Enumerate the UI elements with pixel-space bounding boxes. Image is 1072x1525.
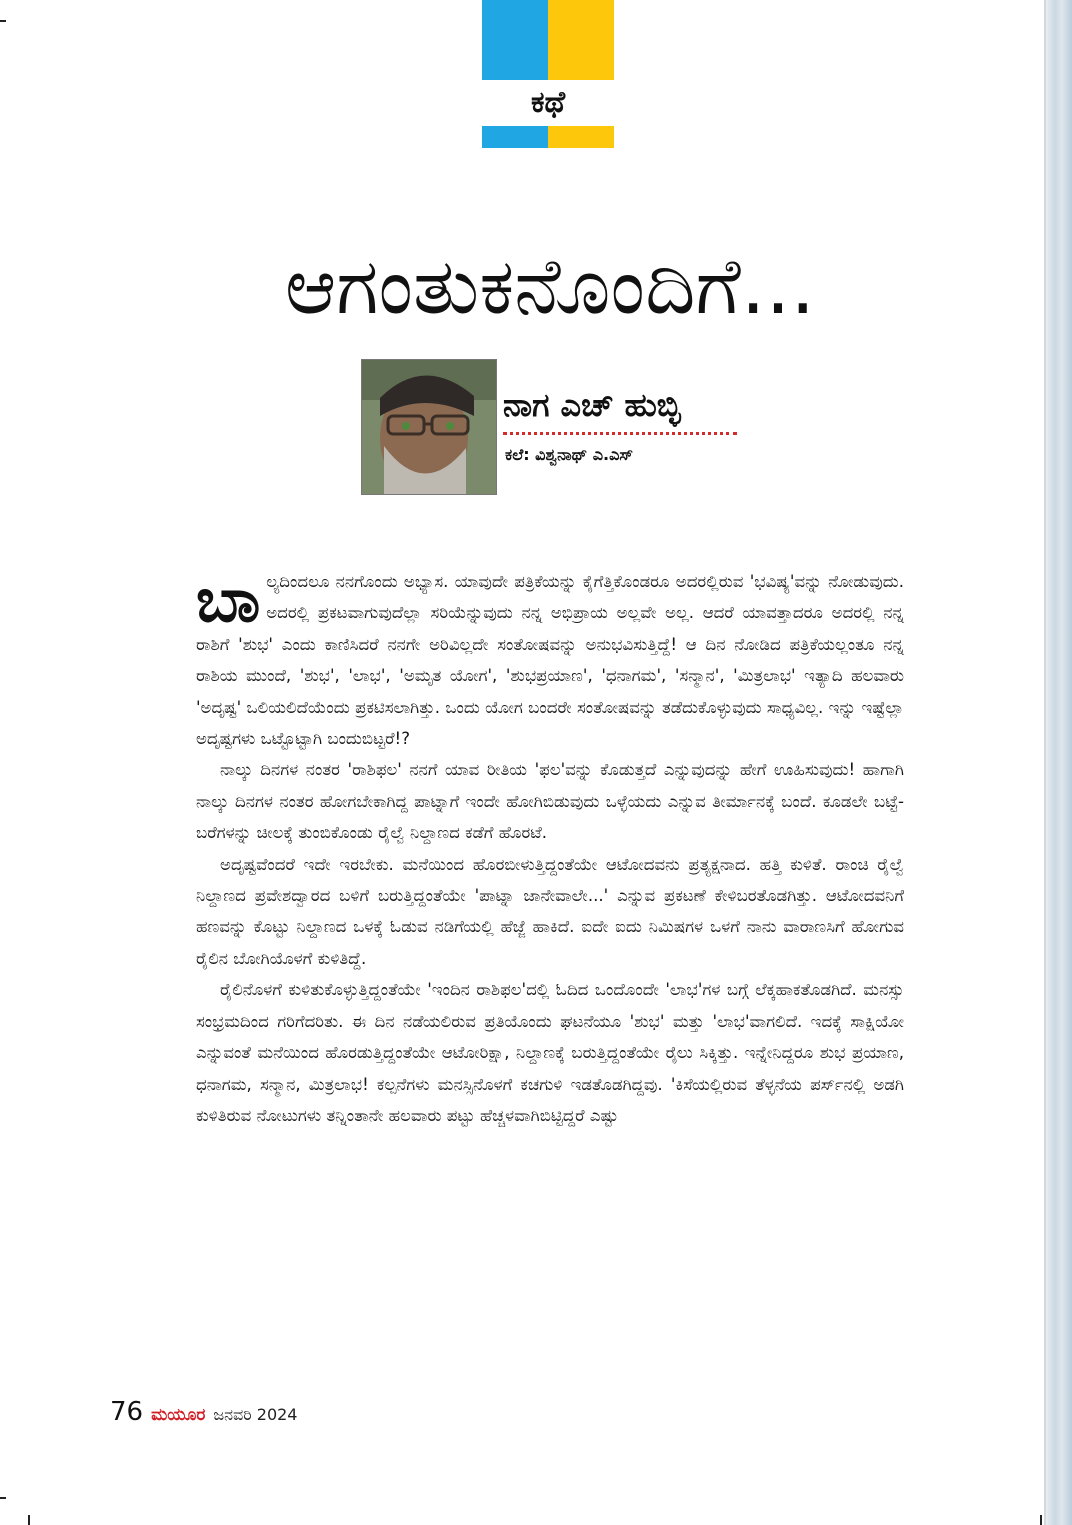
illustrator-credit: ಕಲೆ: ವಿಶ್ವನಾಥ್ ಎ.ಎಸ್‌ [505,445,634,464]
article-paragraph [196,563,904,754]
page-footer [110,1394,298,1430]
adjacent-page-edge [1046,0,1072,1525]
article-title: ಆಗಂತುಕನೊಂದಿಗೆ... [284,242,816,332]
section-color-block-blue [482,0,548,80]
drop-cap: ಬಾ [196,563,261,636]
author-underline [503,432,737,435]
crop-mark [0,20,6,22]
section-label: ಕಥೆ [530,85,566,120]
article-body [196,563,904,1131]
section-color-bar-yellow [548,126,614,148]
section-color-bar-blue [482,126,548,148]
author-photo [362,360,496,494]
issue-date: ಜನವರಿ 2024 [213,1405,298,1424]
magazine-logo: ಮಯೂರ [151,1405,206,1425]
crop-mark [28,1515,30,1525]
crop-mark [1040,1515,1042,1525]
paragraph-text: ಲ್ಯದಿಂದಲೂ ನನಗೊಂದು ಅಭ್ಯಾಸ. ಯಾವುದೇ ಪತ್ರಿಕೆಯನ್ನು ಕೈಗೆತ್ತಿಕೊಂಡರೂ ಅದರಲ್ಲಿರುವ 'ಭವಿಷ್ಯ'ವನ್ನು ನೋಡುವುದು. ಅದರಲ್ಲಿ ಪ್ರಕಟವಾಗುವುದೆಲ್ಲಾ ಸರಿಯೆನ್ನುವುದು ನನ್ನ ಅಭಿಪ್ರಾಯ ಅಲ್ಲವೇ ಅಲ್ಲ. ಆದರೆ ಯಾವತ್ತಾದರೂ ಅದರಲ್ಲಿ ನನ್ನ ರಾಶಿಗೆ 'ಶುಭ' ಎಂದು ಕಾಣಿಸಿದರೆ ನನಗೇ ಅರಿವಿಲ್ಲದೇ ಸಂತೋಷವನ್ನು ಅನುಭವಿಸುತ್ತಿದ್ದೆ! ಆ ದಿನ ನೋಡಿದ ಪತ್ರಿಕೆಯಲ್ಲಂತೂ ನನ್ನ ರಾಶಿಯ ಮುಂದೆ, 'ಶುಭ', 'ಲಾಭ', 'ಅಮೃತ ಯೋಗ', 'ಶುಭಪ್ರಯಾಣ', 'ಧನಾಗಮ', 'ಸನ್ಮಾನ', 'ಮಿತ್ರಲಾಭ' ಇತ್ಯಾದಿ ಹಲವಾರು 'ಅದೃಷ್ಟ' ಒಲಿಯಲಿದೆಯೆಂದು ಪ್ರಕಟಿಸಲಾಗಿತ್ತು. ಒಂದು ಯೋಗ ಬಂದರೇ ಸಂತೋಷವನ್ನು ತಡೆದುಕೊಳ್ಳುವುದು ಸಾಧ್ಯವಿಲ್ಲ. ಇನ್ನು ಇಷ್ಟೆಲ್ಲಾ ಅದೃಷ್ಟಗಳು ಒಟ್ಟೊಟ್ಟಾಗಿ ಬಂದುಬಿಟ್ಟರೆ!? [196,572,904,749]
crop-mark [0,1497,6,1499]
page-number: 76 [110,1397,144,1427]
section-color-block-yellow [548,0,614,80]
article-paragraph: ರೈಲಿನೊಳಗೆ ಕುಳಿತುಕೊಳ್ಳುತ್ತಿದ್ದಂತೆಯೇ 'ಇಂದಿನ ರಾಶಿಫಲ'ದಲ್ಲಿ ಓದಿದ ಒಂದೊಂದೇ 'ಲಾಭ'ಗಳ ಬಗ್ಗೆ ಲೆಕ್ಕಹಾಕತೊಡಗಿದೆ. ಮನಸ್ಸು ಸಂಭ್ರಮದಿಂದ ಗರಿಗೆದರಿತು. ಈ ದಿನ ನಡೆಯಲಿರುವ ಪ್ರತಿಯೊಂದು ಘಟನೆಯೂ 'ಶುಭ' ಮತ್ತು 'ಲಾಭ'ವಾಗಲಿದೆ. ಇದಕ್ಕೆ ಸಾಕ್ಷಿಯೋ ಎನ್ನುವಂತೆ ಮನೆಯಿಂದ ಹೊರಡುತ್ತಿದ್ದಂತೆಯೇ ಆಟೋರಿಕ್ಷಾ, ನಿಲ್ದಾಣಕ್ಕೆ ಬರುತ್ತಿದ್ದಂತೆಯೇ ರೈಲು ಸಿಕ್ಕಿತ್ತು. ಇನ್ನೇನಿದ್ದರೂ ಶುಭ ಪ್ರಯಾಣ, ಧನಾಗಮ, ಸನ್ಮಾನ, ಮಿತ್ರಲಾಭ! ಕಲ್ಪನೆಗಳು ಮನಸ್ಸಿನೊಳಗೆ ಕಚಗುಳಿ ಇಡತೊಡಗಿದ್ದವು. 'ಕಿಸೆಯಲ್ಲಿರುವ ತೆಳ್ಳನೆಯ ಪರ್ಸ್‌ನಲ್ಲಿ ಅಡಗಿ ಕುಳಿತಿರುವ ನೋಟುಗಳು ತನ್ನಿಂತಾನೇ ಹಲವಾರು ಪಟ್ಟು ಹೆಚ್ಚಳವಾಗಿಬಿಟ್ಟಿದ್ದರೆ ಎಷ್ಟು [196,980,904,1125]
article-paragraph: ಅದೃಷ್ಟವೆಂದರೆ ಇದೇ ಇರಬೇಕು. ಮನೆಯಿಂದ ಹೊರಬೀಳುತ್ತಿದ್ದಂತೆಯೇ ಆಟೋದವನು ಪ್ರತ್ಯಕ್ಷನಾದ. ಹತ್ತಿ ಕುಳಿತೆ. ರಾಂಚಿ ರೈಲ್ವೆ ನಿಲ್ದಾಣದ ಪ್ರವೇಶದ್ವಾರದ ಬಳಿಗೆ ಬರುತ್ತಿದ್ದಂತೆಯೇ 'ಪಾಟ್ನಾ ಜಾನೇವಾಲೇ...' ಎನ್ನುವ ಪ್ರಕಟಣೆ ಕೇಳಿಬರತೊಡಗಿತ್ತು. ಆಟೋದವನಿಗೆ ಹಣವನ್ನು ಕೊಟ್ಟು ನಿಲ್ದಾಣದ ಒಳಕ್ಕೆ ಓಡುವ ನಡಿಗೆಯಲ್ಲಿ ಹೆಜ್ಜೆ ಹಾಕಿದೆ. ಐದೇ ಐದು ನಿಮಿಷಗಳ ಒಳಗೆ ನಾನು ವಾರಾಣಸಿಗೆ ಹೋಗುವ ರೈಲಿನ ಬೋಗಿಯೊಳಗೆ ಕುಳಿತಿದ್ದೆ. [196,854,904,968]
article-paragraph: ನಾಲ್ಕು ದಿನಗಳ ನಂತರ 'ರಾಶಿಫಲ' ನನಗೆ ಯಾವ ರೀತಿಯ 'ಫಲ'ವನ್ನು ಕೊಡುತ್ತದೆ ಎನ್ನುವುದನ್ನು ಹೇಗೆ ಊಹಿಸುವುದು! ಹಾಗಾಗಿ ನಾಲ್ಕು ದಿನಗಳ ನಂತರ ಹೋಗಬೇಕಾಗಿದ್ದ ಪಾಟ್ನಾಗೆ ಇಂದೇ ಹೋಗಿಬಿಡುವುದು ಒಳ್ಳೆಯದು ಎನ್ನುವ ತೀರ್ಮಾನಕ್ಕೆ ಬಂದೆ. ಕೂಡಲೇ ಬಟ್ಟೆ-ಬರೆಗಳನ್ನು ಚೀಲಕ್ಕೆ ತುಂಬಿಕೊಂಡು ರೈಲ್ವೆ ನಿಲ್ದಾಣದ ಕಡೆಗೆ ಹೊರಟೆ. [196,760,904,843]
author-name: ನಾಗ ಎಚ್‌ ಹುಬ್ಳಿ [503,386,681,424]
